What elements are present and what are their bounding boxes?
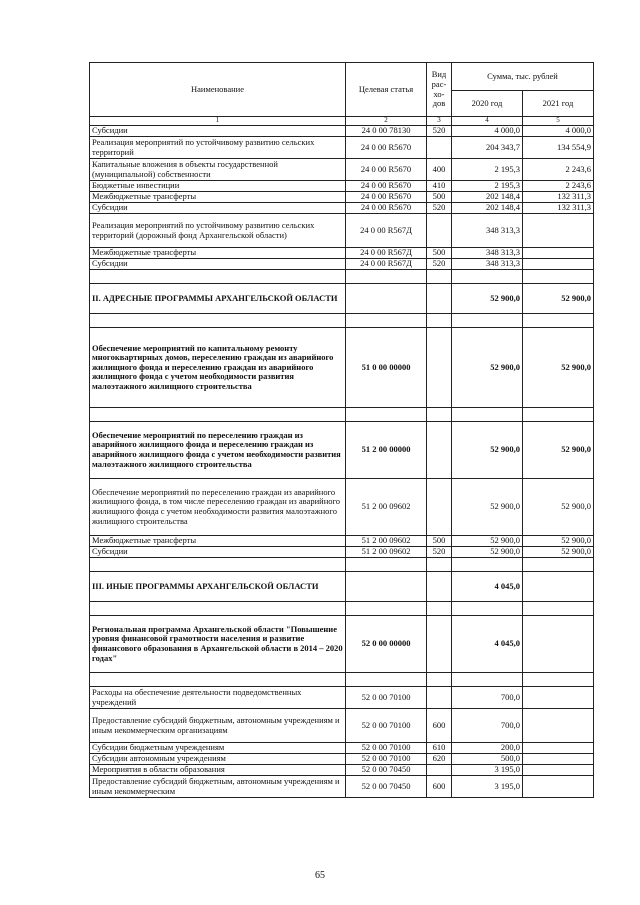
row-sum-2020: 2 195,3: [452, 159, 523, 181]
table-body: [90, 126, 594, 798]
row-sum-2020: [452, 314, 523, 328]
row-expense-kind: 520: [427, 259, 452, 270]
row-target-article: 52 0 00 00000: [346, 616, 427, 673]
row-sum-2020: 200,0: [452, 743, 523, 754]
row-sum-2021: 52 900,0: [523, 328, 594, 408]
row-target-article: [346, 673, 427, 687]
row-expense-kind: [427, 270, 452, 284]
row-expense-kind: [427, 765, 452, 776]
row-sum-2021: [523, 248, 594, 259]
row-expense-kind: [427, 673, 452, 687]
row-expense-kind: 610: [427, 743, 452, 754]
table-row: [90, 776, 594, 798]
row-sum-2021: 4 000,0: [523, 126, 594, 137]
spacer-row: [90, 314, 594, 328]
row-expense-kind: [427, 408, 452, 422]
header-target-article: Целевая статья: [346, 63, 427, 117]
row-target-article: 24 0 00 78130: [346, 126, 427, 137]
header-year-2020: 2020 год: [452, 91, 523, 117]
row-target-article: 52 0 00 70100: [346, 743, 427, 754]
row-sum-2021: [523, 709, 594, 743]
row-sum-2021: [523, 408, 594, 422]
table-row: [90, 687, 594, 709]
row-target-article: 51 2 00 09602: [346, 547, 427, 558]
row-target-article: 24 0 00 R567Д: [346, 214, 427, 248]
row-expense-kind: 500: [427, 248, 452, 259]
column-number: 3: [427, 117, 452, 126]
header-year-2021: 2021 год: [523, 91, 594, 117]
row-expense-kind: [427, 137, 452, 159]
row-sum-2021: 52 900,0: [523, 479, 594, 536]
row-name: Обеспечение мероприятий по переселению граждан из аварийного жилищного фонда, в том числе переселению граждан из аварийного жилищного фонда с учетом необходимости развития малоэтажного жилищного строительства: [90, 479, 346, 536]
row-name: Бюджетные инвестиции: [90, 181, 346, 192]
row-expense-kind: [427, 284, 452, 314]
table-row: [90, 709, 594, 743]
row-name: Субсидии: [90, 126, 346, 137]
row-name: Реализация мероприятий по устойчивому развитию сельских территорий: [90, 137, 346, 159]
row-sum-2021: [523, 558, 594, 572]
row-target-article: [346, 572, 427, 602]
row-sum-2020: [452, 408, 523, 422]
table-row: [90, 214, 594, 248]
row-sum-2020: 500,0: [452, 754, 523, 765]
row-sum-2020: 204 343,7: [452, 137, 523, 159]
header-expense-kind: Вид рас- хо- дов: [427, 63, 452, 117]
row-expense-kind: [427, 558, 452, 572]
row-target-article: [346, 270, 427, 284]
row-expense-kind: [427, 687, 452, 709]
column-number: 1: [90, 117, 346, 126]
row-target-article: 52 0 00 70450: [346, 765, 427, 776]
row-target-article: [346, 602, 427, 616]
row-sum-2020: 2 195,3: [452, 181, 523, 192]
row-sum-2021: [523, 270, 594, 284]
row-sum-2021: [523, 572, 594, 602]
row-expense-kind: 500: [427, 536, 452, 547]
table-row: [90, 248, 594, 259]
row-expense-kind: 600: [427, 709, 452, 743]
row-name: Субсидии: [90, 259, 346, 270]
table-row: [90, 203, 594, 214]
row-target-article: 51 2 00 00000: [346, 422, 427, 479]
table-row: [90, 159, 594, 181]
column-number: 4: [452, 117, 523, 126]
row-name: [90, 314, 346, 328]
row-expense-kind: 520: [427, 203, 452, 214]
row-sum-2020: 4 000,0: [452, 126, 523, 137]
row-expense-kind: [427, 479, 452, 536]
table-row: [90, 181, 594, 192]
row-name: Предоставление субсидий бюджетным, автономным учреждениям и иным некоммерческим: [90, 776, 346, 798]
row-target-article: 24 0 00 R567Д: [346, 248, 427, 259]
row-name: Мероприятия в области образования: [90, 765, 346, 776]
row-sum-2020: 52 900,0: [452, 547, 523, 558]
row-sum-2020: 52 900,0: [452, 479, 523, 536]
row-sum-2020: [452, 673, 523, 687]
row-sum-2021: 132 311,3: [523, 192, 594, 203]
row-sum-2021: [523, 776, 594, 798]
row-expense-kind: [427, 572, 452, 602]
row-expense-kind: 520: [427, 126, 452, 137]
row-target-article: 24 0 00 R5670: [346, 181, 427, 192]
row-sum-2020: 700,0: [452, 709, 523, 743]
row-name: Расходы на обеспечение деятельности подведомственных учреждений: [90, 687, 346, 709]
row-name: Межбюджетные трансферты: [90, 536, 346, 547]
table-row: [90, 754, 594, 765]
row-sum-2020: 4 045,0: [452, 572, 523, 602]
budget-table: [89, 62, 594, 798]
row-sum-2020: 52 900,0: [452, 328, 523, 408]
row-sum-2020: 700,0: [452, 687, 523, 709]
column-number: 2: [346, 117, 427, 126]
row-name: Межбюджетные трансферты: [90, 192, 346, 203]
row-sum-2020: 52 900,0: [452, 422, 523, 479]
row-target-article: [346, 284, 427, 314]
row-target-article: 24 0 00 R5670: [346, 203, 427, 214]
row-name: Субсидии: [90, 547, 346, 558]
column-number-row: [90, 117, 594, 126]
row-name: Субсидии бюджетным учреждениям: [90, 743, 346, 754]
table-row: [90, 126, 594, 137]
row-sum-2020: 4 045,0: [452, 616, 523, 673]
column-number: 5: [523, 117, 594, 126]
row-name: Реализация мероприятий по устойчивому развитию сельских территорий (дорожный фонд Архангельской области): [90, 214, 346, 248]
table-row: [90, 192, 594, 203]
table-row: [90, 536, 594, 547]
row-sum-2021: [523, 259, 594, 270]
row-expense-kind: 410: [427, 181, 452, 192]
row-sum-2021: 52 900,0: [523, 536, 594, 547]
spacer-row: [90, 408, 594, 422]
row-target-article: 52 0 00 70100: [346, 687, 427, 709]
spacer-row: [90, 602, 594, 616]
table-row: [90, 284, 594, 314]
row-sum-2020: 202 148,4: [452, 192, 523, 203]
row-target-article: 52 0 00 70450: [346, 776, 427, 798]
row-sum-2021: [523, 765, 594, 776]
row-sum-2020: 3 195,0: [452, 776, 523, 798]
table-row: [90, 137, 594, 159]
row-sum-2021: 132 311,3: [523, 203, 594, 214]
row-name: Предоставление субсидий бюджетным, автономным учреждениям и иным некоммерческим организациям: [90, 709, 346, 743]
row-name: Субсидии: [90, 203, 346, 214]
row-sum-2021: 52 900,0: [523, 547, 594, 558]
row-sum-2021: [523, 602, 594, 616]
row-name: [90, 602, 346, 616]
row-target-article: 52 0 00 70100: [346, 754, 427, 765]
row-target-article: 52 0 00 70100: [346, 709, 427, 743]
row-sum-2021: [523, 314, 594, 328]
row-sum-2021: [523, 687, 594, 709]
row-name: II. АДРЕСНЫЕ ПРОГРАММЫ АРХАНГЕЛЬСКОЙ ОБЛАСТИ: [90, 284, 346, 314]
row-sum-2020: 52 900,0: [452, 284, 523, 314]
row-name: [90, 408, 346, 422]
table-row: [90, 547, 594, 558]
row-target-article: 51 2 00 09602: [346, 479, 427, 536]
row-expense-kind: [427, 616, 452, 673]
row-name: Обеспечение мероприятий по капитальному ремонту многоквартирных домов, переселению граждан из аварийного жилищного фонда и переселению граждан из аварийного жилищного фонда с учетом необходимости развития малоэтажного жилищного строительства: [90, 328, 346, 408]
row-expense-kind: 500: [427, 192, 452, 203]
row-expense-kind: 520: [427, 547, 452, 558]
header-name: Наименование: [90, 63, 346, 117]
row-target-article: 24 0 00 R567Д: [346, 259, 427, 270]
table-row: [90, 765, 594, 776]
row-target-article: [346, 408, 427, 422]
row-sum-2021: [523, 743, 594, 754]
row-target-article: 51 0 00 00000: [346, 328, 427, 408]
row-name: [90, 270, 346, 284]
table-row: [90, 572, 594, 602]
row-name: [90, 558, 346, 572]
row-sum-2020: 52 900,0: [452, 536, 523, 547]
row-expense-kind: 620: [427, 754, 452, 765]
row-sum-2021: 134 554,9: [523, 137, 594, 159]
row-sum-2020: 348 313,3: [452, 248, 523, 259]
table-row: [90, 422, 594, 479]
row-sum-2020: [452, 558, 523, 572]
row-expense-kind: 400: [427, 159, 452, 181]
row-name: Субсидии автономным учреждениям: [90, 754, 346, 765]
table-row: [90, 479, 594, 536]
row-expense-kind: 600: [427, 776, 452, 798]
row-name: III. ИНЫЕ ПРОГРАММЫ АРХАНГЕЛЬСКОЙ ОБЛАСТИ: [90, 572, 346, 602]
row-sum-2021: [523, 754, 594, 765]
row-expense-kind: [427, 214, 452, 248]
row-sum-2020: 348 313,3: [452, 214, 523, 248]
row-sum-2020: [452, 270, 523, 284]
header-sum: Сумма, тыс. рублей: [452, 63, 594, 91]
row-sum-2021: 52 900,0: [523, 284, 594, 314]
spacer-row: [90, 558, 594, 572]
row-target-article: [346, 314, 427, 328]
row-sum-2021: [523, 616, 594, 673]
row-name: Межбюджетные трансферты: [90, 248, 346, 259]
row-target-article: 24 0 00 R5670: [346, 137, 427, 159]
row-expense-kind: [427, 328, 452, 408]
spacer-row: [90, 270, 594, 284]
row-expense-kind: [427, 422, 452, 479]
row-sum-2020: 3 195,0: [452, 765, 523, 776]
table-row: [90, 616, 594, 673]
table-row: [90, 743, 594, 754]
row-target-article: [346, 558, 427, 572]
row-sum-2021: [523, 214, 594, 248]
spacer-row: [90, 673, 594, 687]
table-row: [90, 328, 594, 408]
row-expense-kind: [427, 602, 452, 616]
table-row: [90, 259, 594, 270]
row-name: Региональная программа Архангельской области "Повышение уровня финансовой грамотности населения и развитие финансового образования в Архангельской области в 2014 – 2020 годах": [90, 616, 346, 673]
page-number: 65: [315, 870, 325, 881]
row-expense-kind: [427, 314, 452, 328]
row-sum-2020: 202 148,4: [452, 203, 523, 214]
row-sum-2020: 348 313,3: [452, 259, 523, 270]
row-sum-2020: [452, 602, 523, 616]
row-name: Обеспечение мероприятий по переселению граждан из аварийного жилищного фонда и переселению граждан из аварийного жилищного фонда с учетом необходимости развития малоэтажного жилищного строительства: [90, 422, 346, 479]
row-target-article: 24 0 00 R5670: [346, 159, 427, 181]
row-name: Капитальные вложения в объекты государственной (муниципальной) собственности: [90, 159, 346, 181]
row-sum-2021: 52 900,0: [523, 422, 594, 479]
row-target-article: 51 2 00 09602: [346, 536, 427, 547]
row-name: [90, 673, 346, 687]
row-sum-2021: 2 243,6: [523, 159, 594, 181]
row-sum-2021: 2 243,6: [523, 181, 594, 192]
row-target-article: 24 0 00 R5670: [346, 192, 427, 203]
row-sum-2021: [523, 673, 594, 687]
